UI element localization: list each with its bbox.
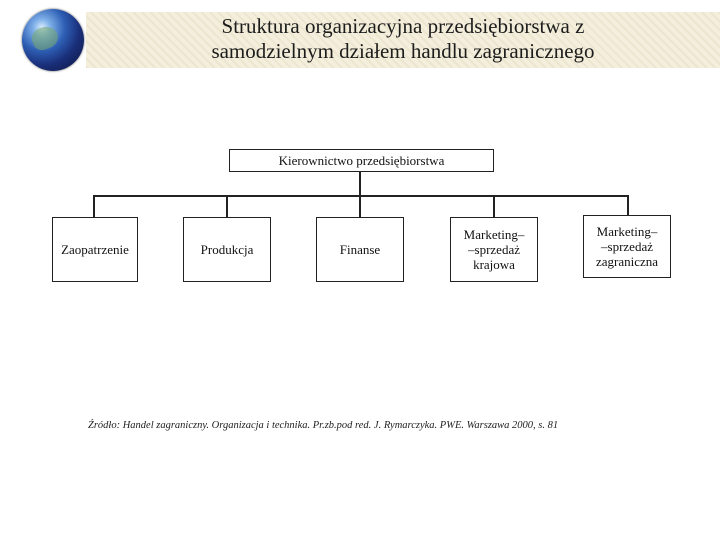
node-finance-label: Finanse xyxy=(339,242,381,257)
node-domestic-marketing xyxy=(450,217,538,282)
source-caption: Źródło: Handel zagraniczny. Organizacja i technika. Pr.zb.pod red. J. Rymarczyka. PWE. Warszawa 2000, s. 81 xyxy=(88,420,559,431)
node-production xyxy=(183,217,271,282)
node-production-label: Produkcja xyxy=(200,242,254,257)
connector-drop-5 xyxy=(627,195,629,215)
connector-drop-2 xyxy=(226,195,228,217)
node-domestic-marketing-line-1: Marketing– xyxy=(463,227,525,242)
globe-icon xyxy=(22,9,84,71)
node-foreign-marketing xyxy=(583,215,671,278)
node-foreign-marketing-line-3: zagraniczna xyxy=(595,254,659,269)
node-management xyxy=(229,149,494,172)
node-foreign-marketing-line-2: –sprzedaż xyxy=(601,239,653,254)
connector-drop-4 xyxy=(493,195,495,217)
node-procurement xyxy=(52,217,138,282)
connector-drop-3 xyxy=(359,195,361,217)
node-finance xyxy=(316,217,404,282)
connector-top-vertical xyxy=(359,171,361,195)
node-procurement-label: Zaopatrzenie xyxy=(61,242,129,257)
slide-title xyxy=(86,14,720,64)
node-domestic-marketing-line-2: –sprzedaż xyxy=(468,242,520,257)
connector-drop-1 xyxy=(93,195,95,217)
node-management-label: Kierownictwo przedsiębiorstwa xyxy=(278,153,445,168)
connector-horizontal-bus xyxy=(93,195,628,197)
node-foreign-marketing-line-1: Marketing– xyxy=(596,224,658,239)
node-domestic-marketing-line-3: krajowa xyxy=(473,257,515,272)
title-line-1: Struktura organizacyjna przedsiębiorstwa z xyxy=(221,14,585,38)
title-line-2: samodzielnym działem handlu zagranicznego xyxy=(211,39,595,63)
